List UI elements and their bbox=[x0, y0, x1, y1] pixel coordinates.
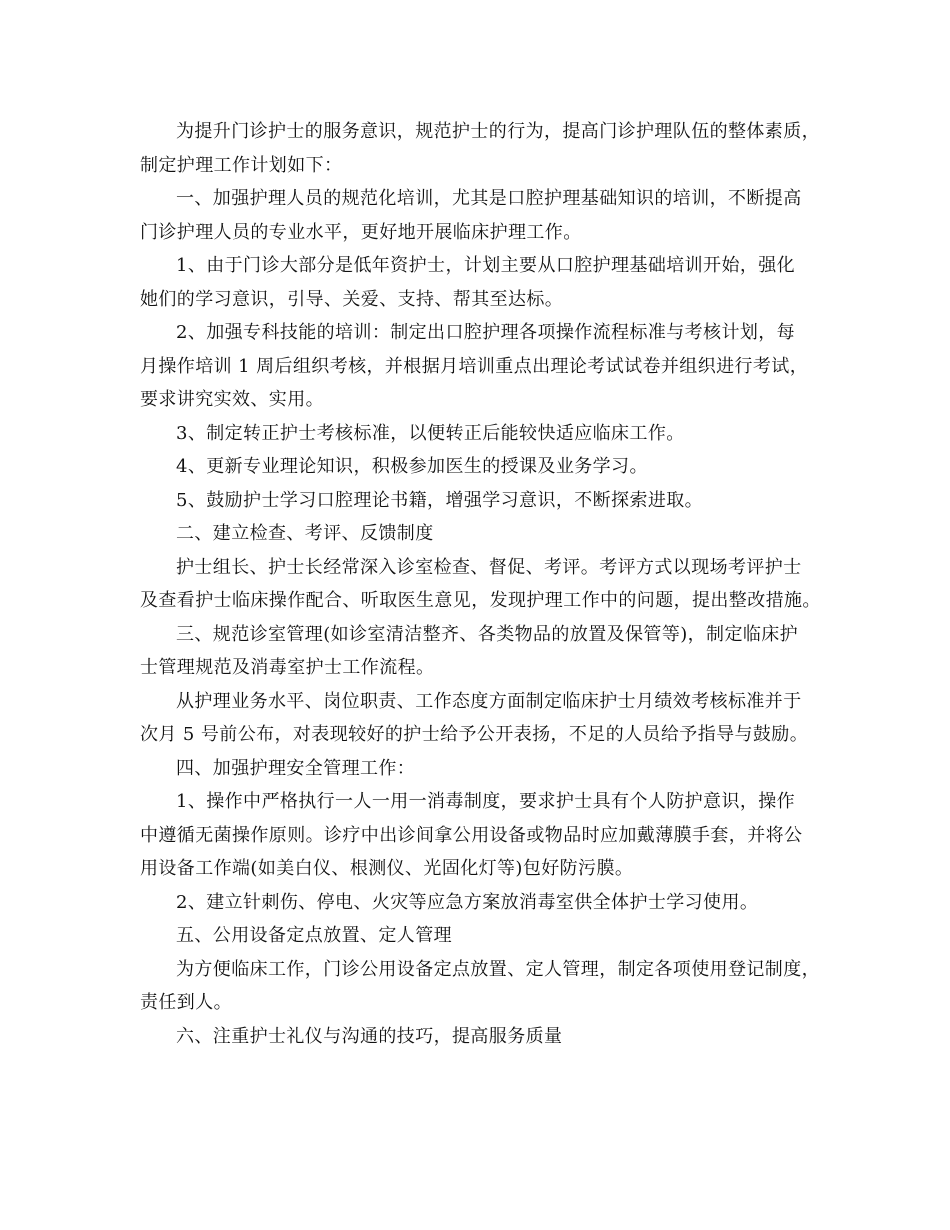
list-item bbox=[140, 249, 835, 316]
section-heading-3 bbox=[140, 618, 835, 685]
list-item bbox=[140, 450, 835, 484]
text-line: 二、建立检查、考评、反馈制度 bbox=[176, 523, 434, 544]
text-line: 为提升门诊护士的服务意识，规范护士的行为，提高门诊护理队伍的整体素质， bbox=[176, 121, 820, 142]
text-line: 及查看护士临床操作配合、听取医生意见，发现护理工作中的问题，提出整改措施。 bbox=[140, 590, 821, 611]
section-heading-5 bbox=[140, 919, 835, 953]
text-line: 4、更新专业理论知识，积极参加医生的授课及业务学习。 bbox=[176, 456, 648, 477]
section-heading-1 bbox=[140, 182, 835, 249]
body-paragraph bbox=[140, 551, 835, 618]
list-item bbox=[140, 785, 835, 886]
text-line: 3、制定转正护士考核标准，以便转正后能较快适应临床工作。 bbox=[176, 422, 685, 444]
text-line: 1、操作中严格执行一人一用一消毒制度，要求护士具有个人防护意识，操作 bbox=[176, 791, 796, 812]
text-line: 三、规范诊室管理(如诊室清洁整齐、各类物品的放置及保管等)，制定临床护 bbox=[176, 623, 799, 645]
section-heading-4 bbox=[140, 752, 835, 786]
body-paragraph bbox=[140, 685, 835, 752]
text-line: 士管理规范及消毒室护士工作流程。 bbox=[140, 657, 435, 678]
text-line: 从护理业务水平、岗位职责、工作态度方面制定临床护士月绩效考核标准并于 bbox=[176, 690, 802, 712]
text-line: 2、建立针刺伤、停电、火灾等应急方案放消毒室供全体护士学习使用。 bbox=[176, 891, 759, 913]
text-line: 月操作培训 1 周后组织考核，并根据月培训重点出理论考试试卷并组织进行考试， bbox=[140, 355, 809, 377]
text-line: 2、加强专科技能的培训：制定出口腔护理各项操作流程标准与考核计划，每 bbox=[176, 322, 796, 343]
text-line: 门诊护理人员的专业水平，更好地开展临床护理工作。 bbox=[140, 221, 582, 243]
text-line: 为方便临床工作，门诊公用设备定点放置、定人管理，制定各项使用登记制度， bbox=[176, 958, 820, 980]
list-item bbox=[140, 316, 835, 417]
list-item bbox=[140, 484, 835, 518]
list-item bbox=[140, 417, 835, 451]
text-line: 5、鼓励护士学习口腔理论书籍，增强学习意识，不断探索进取。 bbox=[176, 489, 704, 511]
body-paragraph bbox=[140, 953, 835, 1020]
document-body bbox=[140, 115, 835, 1053]
text-line: 五、公用设备定点放置、定人管理 bbox=[176, 925, 452, 946]
text-line: 她们的学习意识，引导、关爱、支持、帮其至达标。 bbox=[140, 288, 564, 310]
list-item bbox=[140, 886, 835, 920]
text-line: 责任到人。 bbox=[140, 992, 232, 1013]
section-heading-6 bbox=[140, 1020, 835, 1054]
text-line: 1、由于门诊大部分是低年资护士，计划主要从口腔护理基础培训开始，强化 bbox=[176, 255, 796, 276]
text-line: 四、加强护理安全管理工作： bbox=[176, 757, 416, 779]
section-heading-2 bbox=[140, 517, 835, 551]
text-line: 要求讲究实效、实用。 bbox=[140, 389, 324, 410]
text-line: 中遵循无菌操作原则。诊疗中出诊间拿公用设备或物品时应加戴薄膜手套，并将公 bbox=[140, 824, 803, 846]
text-line: 一、加强护理人员的规范化培训，尤其是口腔护理基础知识的培训，不断提高 bbox=[176, 188, 802, 209]
text-line: 六、注重护士礼仪与沟通的技巧，提高服务质量 bbox=[176, 1025, 563, 1047]
text-line: 护士组长、护士长经常深入诊室检查、督促、考评。考评方式以现场考评护士 bbox=[176, 556, 802, 578]
text-line: 用设备工作端(如美白仪、根测仪、光固化灯等)包好防污膜。 bbox=[140, 858, 634, 879]
text-line: 制定护理工作计划如下： bbox=[140, 154, 343, 176]
paragraph-intro bbox=[140, 115, 835, 182]
text-line: 次月 5 号前公布，对表现较好的护士给予公开表扬，不足的人员给予指导与鼓励。 bbox=[140, 724, 809, 745]
